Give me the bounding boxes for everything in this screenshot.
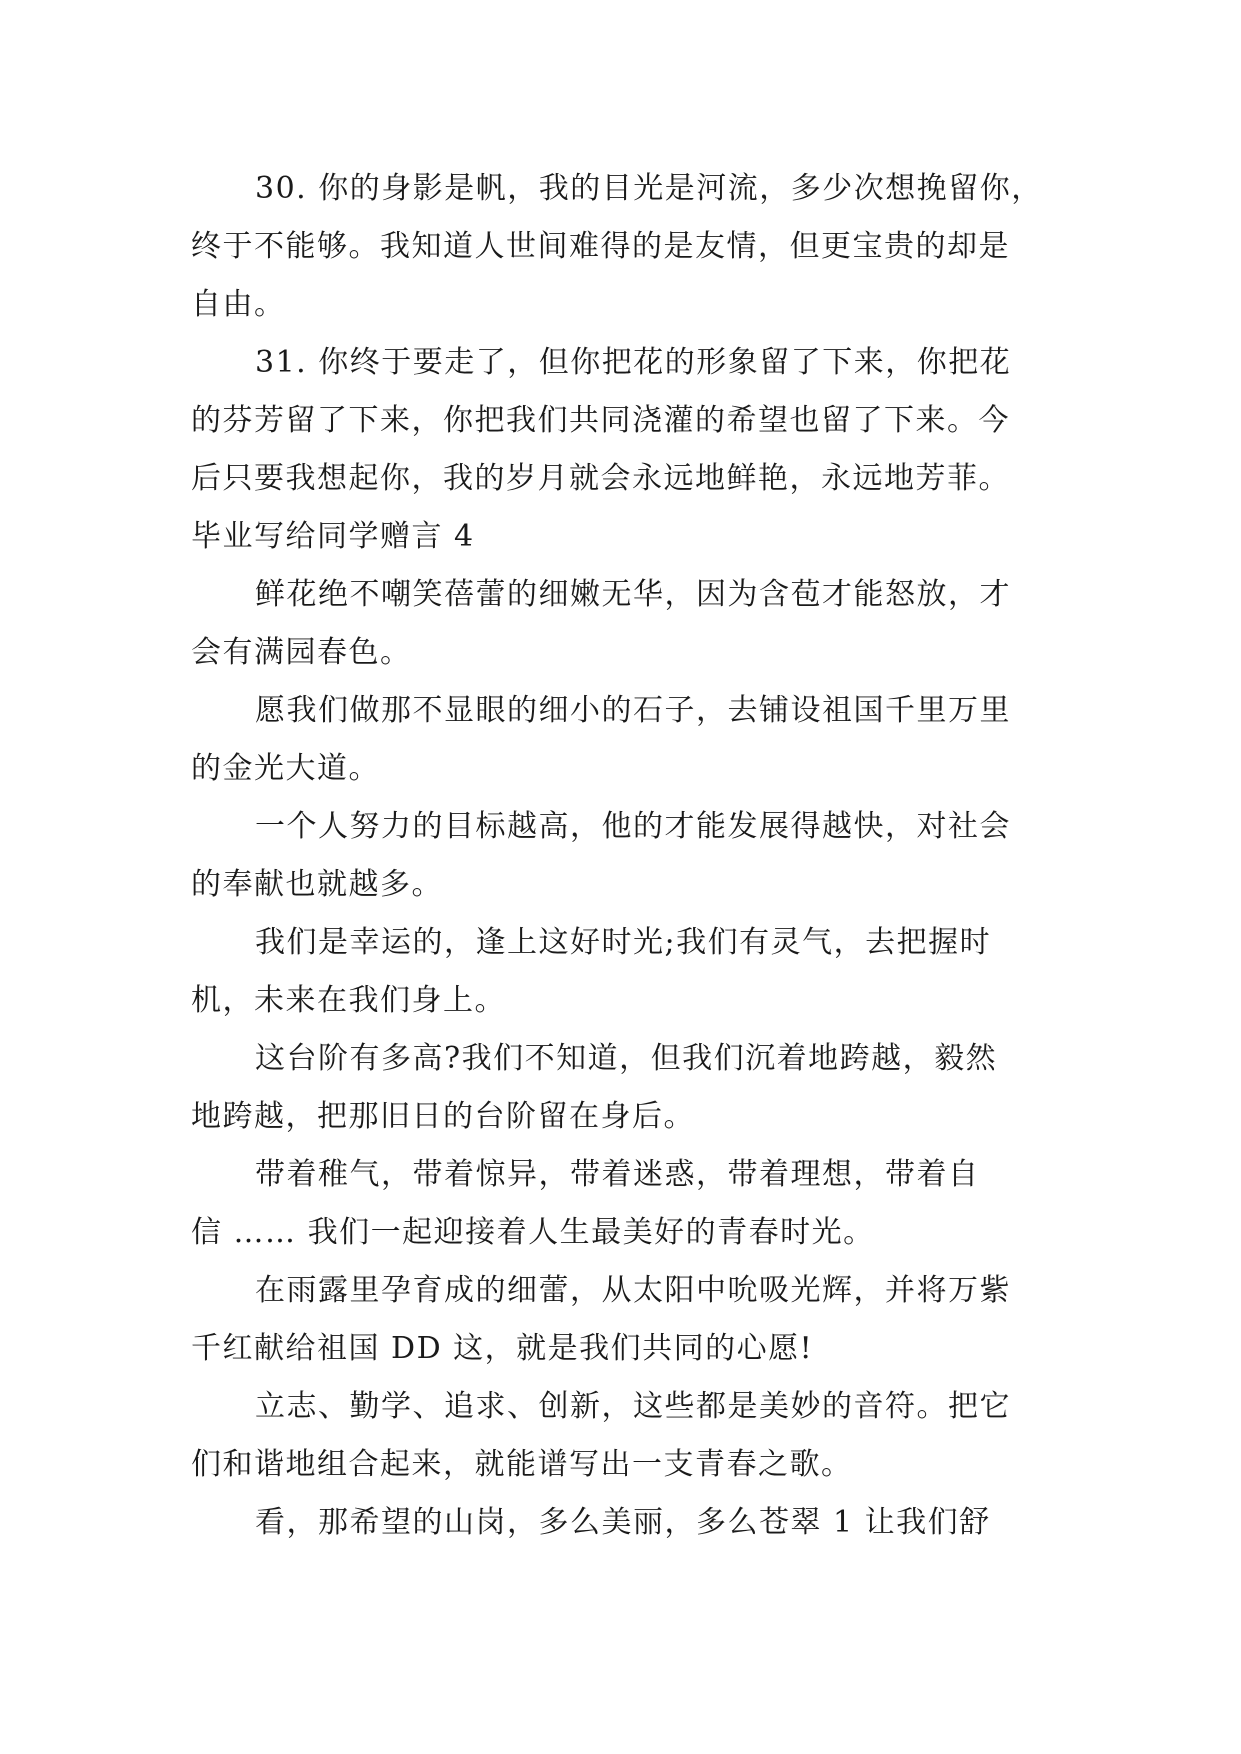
text-line: 鲜花绝不嘲笑蓓蕾的细嫩无华，因为含苞才能怒放，才 [255, 577, 1011, 612]
text-line: 一个人努力的目标越高，他的才能发展得越快，对社会 [255, 809, 1011, 844]
text-line: 会有满园春色。 [191, 635, 412, 670]
text-line: 31. 你终于要走了，但你把花的形象留了下来，你把花 [255, 345, 1012, 380]
text-line: 看，那希望的山岗，多么美丽，多么苍翠 1 让我们舒 [255, 1505, 991, 1540]
text-line: 我们是幸运的，逢上这好时光;我们有灵气，去把握时 [255, 925, 992, 960]
document-body [191, 160, 1061, 1552]
text-line: 的奉献也就越多。 [191, 867, 443, 902]
text-line: 在雨露里孕育成的细蕾，从太阳中吮吸光辉，并将万紫 [255, 1273, 1011, 1308]
text-line: 带着稚气，带着惊异，带着迷惑，带着理想，带着自 [255, 1157, 980, 1192]
text-line: 自由。 [191, 287, 286, 322]
text-line: 的金光大道。 [191, 751, 380, 786]
text-line: 立志、勤学、追求、创新，这些都是美妙的音符。把它 [255, 1389, 1011, 1424]
text-line: 愿我们做那不显眼的细小的石子，去铺设祖国千里万里 [255, 693, 1011, 728]
text-line: 毕业写给同学赠言 4 [191, 519, 475, 554]
text-line: 的芬芳留了下来，你把我们共同浇灌的希望也留了下来。今 [191, 403, 1010, 438]
text-line: 们和谐地组合起来，就能谱写出一支青春之歌。 [191, 1447, 853, 1482]
text-line: 终于不能够。我知道人世间难得的是友情，但更宝贵的却是 [191, 229, 1010, 264]
text-line: 这台阶有多高?我们不知道，但我们沉着地跨越，毅然 [255, 1041, 998, 1076]
text-line: 千红献给祖国 DD 这，就是我们共同的心愿! [191, 1331, 814, 1366]
text-line: 地跨越，把那旧日的台阶留在身后。 [191, 1099, 695, 1134]
text-line: 后只要我想起你，我的岁月就会永远地鲜艳，永远地芳菲。 [191, 461, 1010, 496]
text-line: 机，未来在我们身上。 [191, 983, 506, 1018]
text-line: 30. 你的身影是帆，我的目光是河流，多少次想挽留你， [255, 171, 1043, 206]
text-line: 信 …… 我们一起迎接着人生最美好的青春时光。 [191, 1215, 875, 1250]
